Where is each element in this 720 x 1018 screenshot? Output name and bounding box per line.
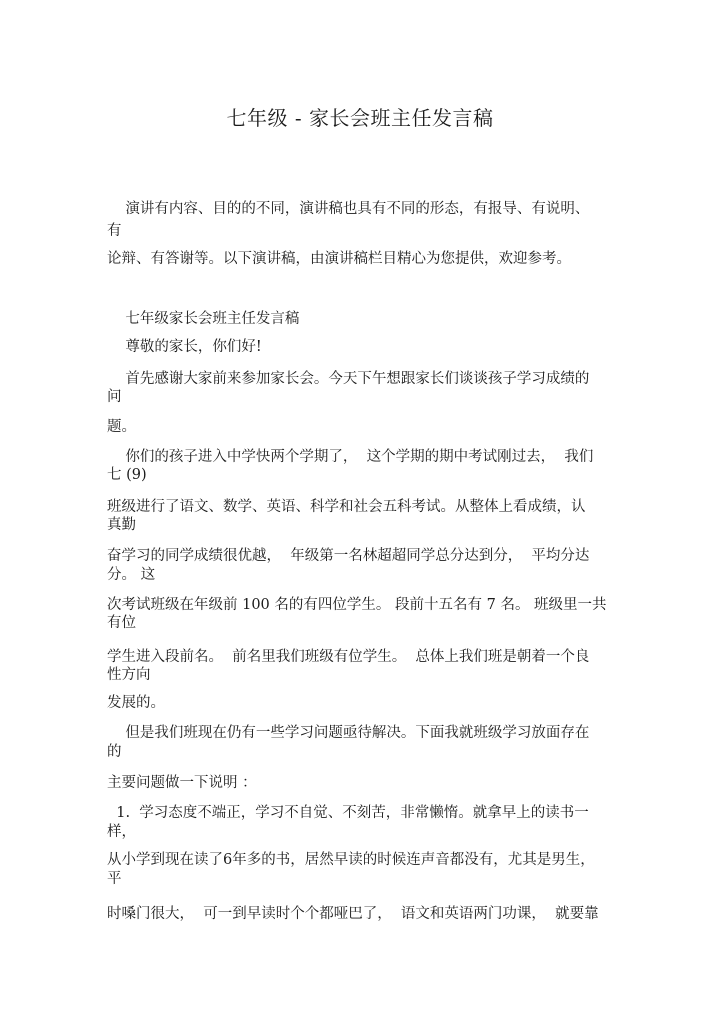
text-line: 的: [107, 744, 122, 760]
text-line: 问: [107, 389, 122, 405]
text-line: 演讲有内容、目的的不同，演讲稿也具有不同的形态，有报导、有说明、: [107, 201, 590, 217]
text-line: 发展的。: [107, 695, 165, 711]
text-line: 1. 学习态度不端正，学习不自觉、不刻苦，非常懒惰。就拿早上的读书一: [107, 805, 589, 821]
text-line: 尊敬的家长，你们好!: [107, 339, 262, 355]
text-line: 真勤: [107, 517, 136, 533]
text-line: 但是我们班现在仍有一些学习问题亟待解决。下面我就班级学习放面存在: [107, 725, 590, 741]
text-line: 奋学习的同学成绩很优越， 年级第一名林超超同学总分达到分， 平均分达: [107, 548, 590, 564]
text-line: 学生进入段前名。 前名里我们班级有位学生。 总体上我们班是朝着一个良: [107, 649, 590, 665]
text-line: 七 (9): [107, 467, 147, 483]
text-line: 从小学到现在读了6年多的书，居然早读的时候连声音都没有，尤其是男生，: [107, 852, 595, 868]
text-line: 时嗓门很大， 可一到早读时个个都哑巴了， 语文和英语两门功课， 就要靠: [107, 906, 599, 922]
text-line: 首先感谢大家前来参加家长会。今天下午想跟家长们谈谈孩子学习成绩的: [107, 371, 590, 387]
text-line: 有位: [107, 615, 136, 631]
text-line: 你们的孩子进入中学快两个学期了， 这个学期的期中考试刚过去， 我们: [107, 449, 594, 465]
text-line: 样，: [107, 824, 136, 840]
text-line: 平: [107, 871, 122, 887]
text-line: 性方向: [107, 667, 151, 683]
text-line: 有: [107, 223, 122, 239]
text-line: 班级进行了语文、数学、英语、科学和社会五科考试。从整体上看成绩，认: [107, 499, 586, 515]
document-title: 七年级 - 家长会班主任发言稿: [226, 106, 494, 130]
text-line: 主要问题做一下说明 ：: [107, 775, 257, 791]
text-line: 次考试班级在年级前 100 名的有四位学生。 段前十五名有 7 名。 班级里一共: [107, 597, 607, 613]
text-line: 题。: [107, 419, 136, 435]
text-line: 七年级家长会班主任发言稿: [107, 311, 300, 327]
text-line: 论辩、有答谢等。以下演讲稿，由演讲稿栏目精心为您提供，欢迎参考。: [107, 251, 571, 267]
text-line: 分。 这: [107, 567, 156, 583]
